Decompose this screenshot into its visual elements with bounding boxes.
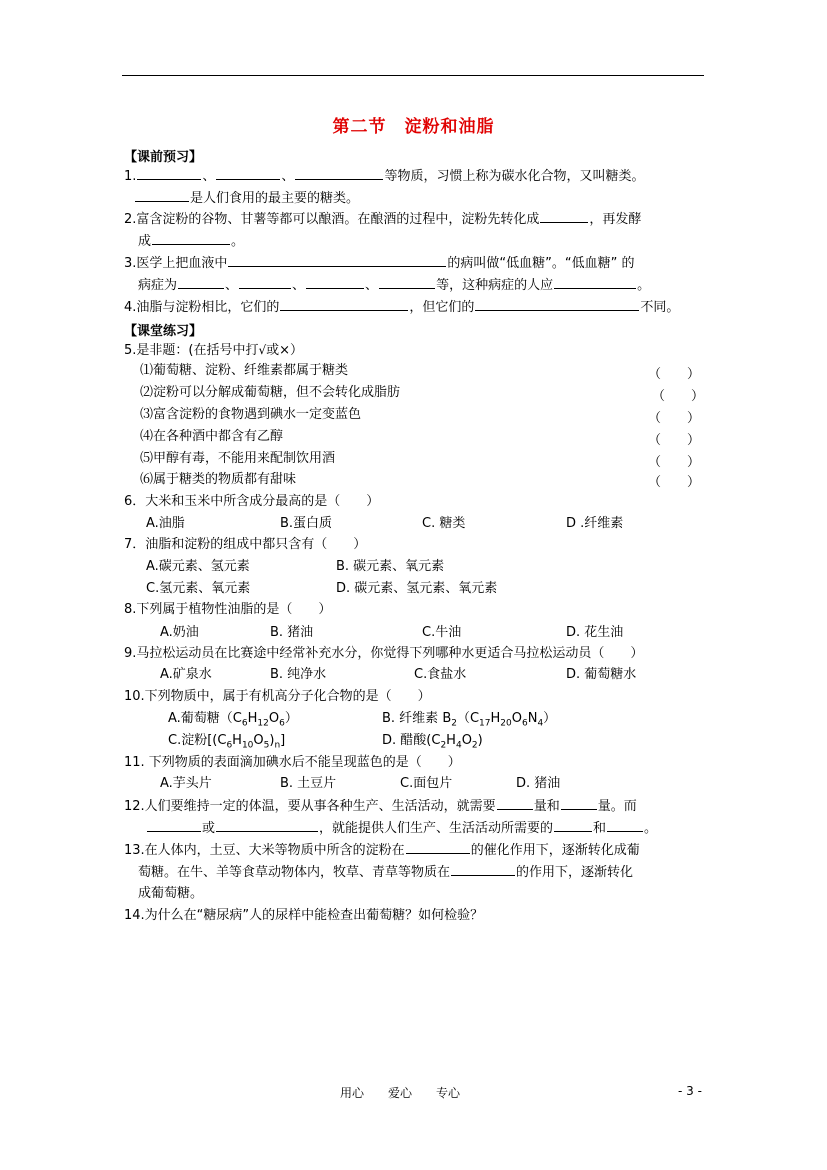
page-number: - 3 -	[678, 1084, 702, 1098]
blank[interactable]	[379, 275, 435, 289]
q6-option-d[interactable]: D .纤维素	[566, 516, 624, 531]
blank[interactable]	[137, 166, 201, 180]
question-10-stem: 10.下列物质中，属于有机高分子化合物的是（ ）	[124, 689, 431, 704]
q7-option-b[interactable]: B. 碳元素、氧元素	[336, 559, 445, 574]
q9-option-c[interactable]: C.食盐水	[414, 667, 467, 682]
question-1-line-1: 1. 、 、 等物质，习惯上称为碳水化合物，又叫糖类。	[124, 166, 644, 187]
blank[interactable]	[497, 796, 533, 810]
question-3-line-1: 3.医学上把血液中 的病叫做“低血糖”。“低血糖” 的	[124, 253, 634, 274]
section-practice-heading: 【课堂练习】	[124, 324, 203, 339]
q6-option-c[interactable]: C. 糖类	[422, 516, 466, 531]
q9-option-d[interactable]: D. 葡萄糖水	[566, 667, 637, 682]
question-7-stem: 7．油脂和淀粉的组成中都只含有（ ）	[124, 537, 367, 552]
question-3-line-2: 病症为 、 、 、 等，这种病症的人应 。	[138, 275, 650, 296]
question-14: 14.为什么在“糖尿病”人的尿样中能检查出葡萄糖？如何检验？	[124, 908, 484, 923]
answer-paren[interactable]: （ ）	[652, 389, 705, 404]
q11-option-c[interactable]: C.面包片	[400, 776, 453, 791]
q5-item-1: ⑴葡萄糖、淀粉、纤维素都属于糖类	[140, 363, 349, 378]
section-preview-heading: 【课前预习】	[124, 150, 203, 165]
blank[interactable]	[239, 275, 291, 289]
answer-paren[interactable]: （ ）	[648, 367, 701, 382]
q11-option-a[interactable]: A.芋头片	[160, 776, 212, 791]
header-rule	[122, 75, 704, 76]
q9-option-a[interactable]: A.矿泉水	[160, 667, 212, 682]
q10-option-d[interactable]: D. 醋酸$(C_2H_4O_2)$	[382, 733, 483, 751]
q7-option-a[interactable]: A.碳元素、氢元素	[146, 559, 250, 574]
blank[interactable]	[561, 796, 597, 810]
blank[interactable]	[152, 231, 230, 245]
q8-option-c[interactable]: C.牛油	[422, 625, 462, 640]
page-title: 第二节 淀粉和油脂	[332, 117, 495, 137]
question-2-line-2: 成 。	[138, 231, 244, 252]
q6-option-a[interactable]: A.油脂	[146, 516, 185, 531]
blank[interactable]	[607, 818, 643, 832]
question-13-line-3: 成葡萄糖。	[138, 886, 204, 901]
question-13-line-1: 13.在人体内，土豆、大米等物质中所含的淀粉在 的催化作用下，逐渐转化成葡	[124, 840, 640, 861]
question-12-line-2: 或 ，就能提供人们生产、生活活动所需要的 和 。	[146, 818, 657, 839]
q8-option-a[interactable]: A.奶油	[160, 625, 199, 640]
q8-option-b[interactable]: B. 猪油	[270, 625, 314, 640]
blank[interactable]	[475, 297, 639, 311]
blank[interactable]	[554, 818, 592, 832]
q5-item-2: ⑵淀粉可以分解成葡萄糖，但不会转化成脂肪	[140, 385, 401, 400]
q5-item-5: ⑸甲醇有毒，不能用来配制饮用酒	[140, 451, 336, 466]
blank[interactable]	[178, 275, 224, 289]
blank[interactable]	[540, 209, 588, 223]
blank[interactable]	[228, 253, 446, 267]
q6-option-b[interactable]: B.蛋白质	[280, 516, 333, 531]
answer-paren[interactable]: （ ）	[648, 411, 701, 426]
blank[interactable]	[216, 818, 318, 832]
blank[interactable]	[306, 275, 364, 289]
blank[interactable]	[295, 166, 383, 180]
q9-option-b[interactable]: B. 纯净水	[270, 667, 327, 682]
q11-option-d[interactable]: D. 猪油	[516, 776, 561, 791]
question-12-line-1: 12.人们要维持一定的体温，要从事各种生产、生活活动，就需要 量和 量。而	[124, 796, 637, 817]
question-5-stem: 5.是非题：(在括号中打√或×）	[124, 343, 304, 358]
question-9-stem: 9.马拉松运动员在比赛途中经常补充水分，你觉得下列哪种水更适合马拉松运动员（ ）	[124, 646, 644, 661]
q5-item-3: ⑶富含淀粉的食物遇到碘水一定变蓝色	[140, 407, 362, 422]
question-8-stem: 8.下列属于植物性油脂的是（ ）	[124, 602, 332, 617]
question-1-line-2: 是人们食用的最主要的糖类。	[134, 188, 359, 209]
answer-paren[interactable]: （ ）	[648, 455, 701, 470]
q10-option-c[interactable]: C.淀粉$[(C_6H_{10}O_5)_n]$	[168, 733, 286, 751]
blank[interactable]	[451, 862, 515, 876]
q7-option-c[interactable]: C.氢元素、氧元素	[146, 581, 251, 596]
blank[interactable]	[147, 818, 201, 832]
q5-item-6: ⑹属于糖类的物质都有甜味	[140, 472, 297, 487]
q8-option-d[interactable]: D. 花生油	[566, 625, 624, 640]
question-2-line-1: 2.富含淀粉的谷物、甘薯等都可以酿酒。在酿酒的过程中，淀粉先转化成 ，再发酵	[124, 209, 641, 230]
question-4: 4.油脂与淀粉相比，它们的 ，但它们的 不同。	[124, 297, 679, 318]
q5-item-4: ⑷在各种酒中都含有乙醇	[140, 429, 284, 444]
question-11-stem: 11. 下列物质的表面滴加碘水后不能呈现蓝色的是（ ）	[124, 755, 461, 770]
blank[interactable]	[554, 275, 636, 289]
question-6-stem: 6．大米和玉米中所含成分最高的是（ ）	[124, 494, 380, 509]
blank[interactable]	[216, 166, 280, 180]
blank[interactable]	[135, 188, 189, 202]
answer-paren[interactable]: （ ）	[648, 475, 701, 490]
q10-option-b[interactable]: B. 纤维素 $B_2(C_{17}H_{20}O_6N_4)$	[382, 711, 557, 729]
q11-option-b[interactable]: B. 土豆片	[280, 776, 337, 791]
footer-motto: 用心 爱心 专心	[340, 1086, 461, 1100]
q10-option-a[interactable]: A.葡萄糖$(C_6H_{12}O_6)$	[168, 711, 298, 729]
blank[interactable]	[280, 297, 408, 311]
blank[interactable]	[406, 840, 470, 854]
question-13-line-2: 萄糖。在牛、羊等食草动物体内，牧草、青草等物质在 的作用下，逐渐转化	[138, 862, 633, 883]
answer-paren[interactable]: （ ）	[648, 433, 701, 448]
q7-option-d[interactable]: D. 碳元素、氢元素、氧元素	[336, 581, 498, 596]
